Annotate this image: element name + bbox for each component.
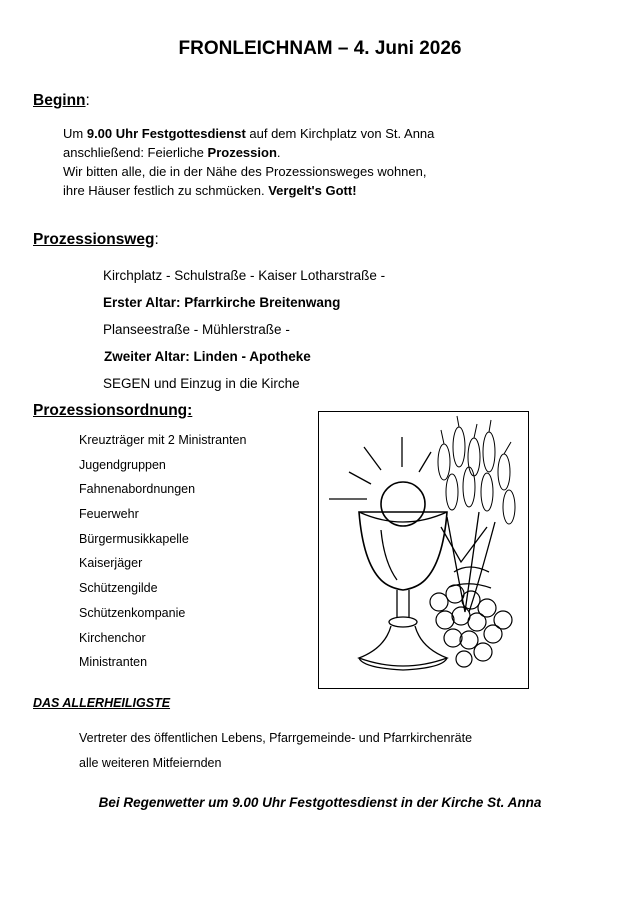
allerheiligste-heading: DAS ALLERHEILIGSTE [33,696,171,710]
second-altar: Zweiter Altar: Linden - Apotheke [104,349,311,364]
list-item: Schützenkompanie [79,605,186,620]
procession-order-list [79,433,246,680]
beginn-line-4: ihre Häuser festlich zu schmücken. Vergelt's Gott! [63,183,357,198]
heading-colon: : [85,92,90,109]
page-title: FRONLEICHNAM – 4. Juni 2026 [178,38,462,59]
list-item: Ministranten [79,655,148,670]
list-item: Kirchenchor [79,630,146,645]
beginn-line-1: Um 9.00 Uhr Festgottesdienst auf dem Kirchplatz von St. Anna [63,126,435,141]
beginn-line-3: Wir bitten alle, die in der Nähe des Prozessionsweges wohnen, [63,164,427,179]
list-item: Fahnenabordnungen [79,482,196,497]
list-item: Feuerwehr [79,507,139,522]
section-heading-beginn [33,92,90,110]
section-heading-prozessionsweg [33,231,159,249]
route-line-1: Kirchplatz - Schulstraße - Kaiser Lotharstraße - [103,268,386,283]
first-altar: Erster Altar: Pfarrkirche Breitenwang [103,295,341,310]
list-item: Schützengilde [79,581,158,596]
chalice-host-wheat-grapes-icon [318,411,529,689]
participants-line-2: alle weiteren Mitfeiernden [79,756,222,770]
beginn-paragraph [63,124,434,200]
list-item: Bürgermusikkapelle [79,531,189,546]
rain-notice: Bei Regenwetter um 9.00 Uhr Festgottesdienst in der Kirche St. Anna [98,795,542,810]
list-item: Kaiserjäger [79,556,143,571]
heading-text: Prozessionsweg [33,231,155,248]
heading-colon: : [154,231,159,248]
beginn-line-2: anschließend: Feierliche Prozession. [63,145,281,160]
participants-line-1: Vertreter des öffentlichen Lebens, Pfarrgemeinde- und Pfarrkirchenräte [79,731,473,745]
list-item: Kreuzträger mit 2 Ministranten [79,433,247,447]
route-line-2: Planseestraße - Mühlerstraße - [103,322,290,337]
heading-text: Beginn [33,92,86,109]
segen-line: SEGEN und Einzug in die Kirche [103,376,300,391]
list-item: Jugendgruppen [79,457,166,472]
section-heading-prozessionsordnung: Prozessionsordnung: [33,402,193,419]
